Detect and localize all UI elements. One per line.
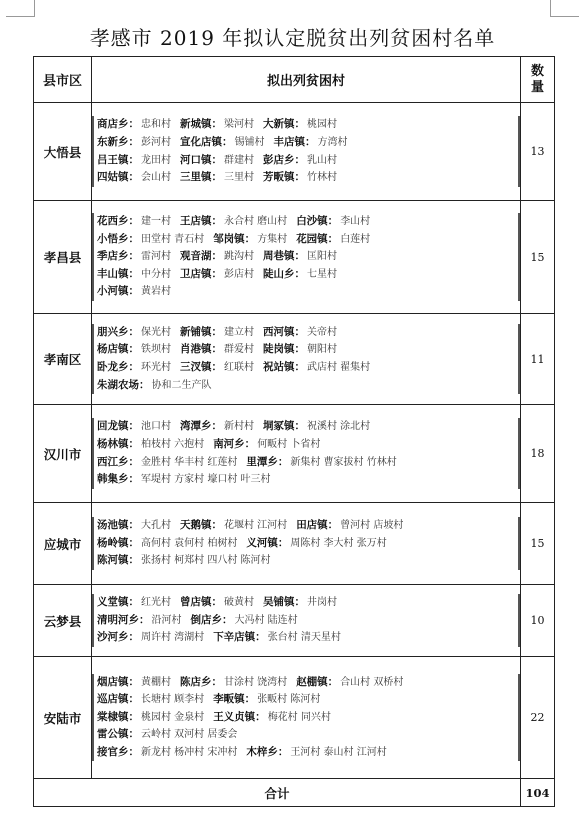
villages-cell <box>92 103 521 201</box>
township-name: 河口镇： <box>180 153 222 166</box>
village-list-table <box>33 56 555 807</box>
township-name: 陡山乡： <box>263 267 305 280</box>
township-group <box>180 154 254 166</box>
township-name: 杨店镇： <box>97 343 139 356</box>
township-name: 吴铺镇： <box>263 596 305 609</box>
village-names: 花堰村 江河村 <box>224 520 288 532</box>
township-name: 白沙镇： <box>296 215 339 228</box>
township-name: 王店镇： <box>180 215 222 228</box>
county-name: 云梦县 <box>34 585 92 657</box>
village-line <box>97 169 515 187</box>
village-names: 建一村 <box>141 216 171 228</box>
township-name: 朋兴乡： <box>97 325 139 338</box>
township-name: 下辛店镇： <box>213 631 266 644</box>
village-names: 金胜村 华丰村 红莲村 <box>141 456 238 468</box>
village-line <box>97 517 515 535</box>
township-group <box>296 215 370 227</box>
township-group <box>97 154 171 166</box>
township-name: 丰山镇： <box>97 267 139 280</box>
township-name: 彭店乡： <box>263 153 305 166</box>
village-names: 会山村 <box>141 172 171 184</box>
village-names: 张扬村 柯郑村 四八村 陈河村 <box>141 555 271 567</box>
township-group <box>97 420 171 432</box>
table-row <box>34 585 555 657</box>
township-group <box>97 631 204 643</box>
township-group <box>97 361 171 373</box>
header-county: 县市区 <box>34 57 92 103</box>
village-names: 长塘村 顾李村 <box>141 694 205 706</box>
villages-block <box>92 674 520 762</box>
township-group <box>213 693 320 705</box>
village-names: 忠和村 <box>141 119 171 131</box>
village-names: 桃园村 <box>307 119 337 131</box>
township-group <box>263 361 370 373</box>
county-name: 孝南区 <box>34 314 92 405</box>
township-name: 季店乡： <box>97 250 139 263</box>
village-line <box>97 535 515 553</box>
village-names: 环光村 <box>141 362 171 373</box>
township-group <box>97 596 171 608</box>
village-names: 张台村 清天星村 <box>267 632 341 644</box>
township-name: 韩集乡： <box>97 473 139 486</box>
village-names: 竹林村 <box>307 172 337 184</box>
header-count <box>521 57 555 103</box>
township-group <box>97 136 171 148</box>
township-group <box>97 379 212 391</box>
township-group <box>97 746 237 758</box>
village-names: 何畈村 卜省村 <box>257 438 321 450</box>
township-name: 西河镇： <box>263 325 305 338</box>
township-name: 小河镇： <box>97 285 139 298</box>
township-name: 商店乡： <box>97 118 139 131</box>
township-group <box>180 268 254 280</box>
township-group <box>97 438 204 450</box>
township-name: 巡店镇： <box>97 693 139 706</box>
township-name: 烟店镇： <box>97 675 139 688</box>
villages-cell <box>92 585 521 657</box>
township-name: 义堂镇： <box>97 596 139 609</box>
township-group <box>97 537 237 549</box>
township-name: 丰店镇： <box>273 135 316 148</box>
crop-mark-left <box>6 0 35 17</box>
township-group <box>263 343 337 355</box>
township-group <box>97 711 204 723</box>
township-group <box>180 250 254 262</box>
township-group <box>263 250 337 262</box>
village-names: 跳沟村 <box>224 251 254 263</box>
county-name: 大悟县 <box>34 103 92 201</box>
township-name: 南河乡： <box>213 437 256 450</box>
township-group <box>274 136 348 148</box>
township-group <box>213 233 287 245</box>
table-row <box>34 657 555 779</box>
total-row <box>34 779 555 807</box>
village-names: 七星村 <box>307 268 337 280</box>
village-line <box>97 377 515 395</box>
village-names: 池口村 <box>141 421 171 433</box>
township-group <box>180 343 254 355</box>
village-names: 永合村 磨山村 <box>224 216 288 228</box>
village-names: 曾河村 店坡村 <box>340 520 404 532</box>
township-name: 杨岭镇： <box>97 536 139 549</box>
township-group <box>180 420 254 432</box>
village-names: 中分村 <box>141 268 171 280</box>
township-name: 里潭乡： <box>246 455 289 468</box>
village-line <box>97 629 515 647</box>
township-name: 木梓乡： <box>246 745 289 758</box>
village-names: 梁河村 <box>224 119 254 131</box>
township-group <box>263 118 337 130</box>
township-name: 王义贞镇： <box>213 710 266 723</box>
village-names: 匡阳村 <box>307 251 337 263</box>
village-line <box>97 152 515 170</box>
village-names: 新集村 曹家拔村 竹林村 <box>290 456 397 468</box>
village-names: 新龙村 杨冲村 宋冲村 <box>141 746 238 758</box>
township-group <box>180 676 287 688</box>
township-group <box>97 676 171 688</box>
village-names: 黄岩村 <box>141 286 171 298</box>
table-row <box>34 405 555 503</box>
table-header-row <box>34 57 555 103</box>
township-name: 小悟乡： <box>97 232 139 245</box>
villages-block <box>92 116 520 186</box>
township-group <box>263 171 337 183</box>
township-group <box>97 233 204 245</box>
township-name: 义河镇： <box>246 536 289 549</box>
village-line <box>97 744 515 762</box>
village-count: 18 <box>521 405 555 503</box>
village-count: 11 <box>521 314 555 405</box>
township-group <box>263 154 337 166</box>
township-name: 新铺镇： <box>180 325 222 338</box>
township-name: 垌冢镇： <box>263 420 305 433</box>
township-group <box>97 614 182 626</box>
township-group <box>97 326 171 338</box>
township-name: 新城镇： <box>180 118 222 131</box>
village-names: 白莲村 <box>340 233 371 245</box>
township-name: 花西乡： <box>97 215 139 228</box>
township-group <box>97 343 171 355</box>
township-name: 湾潭乡： <box>180 420 222 433</box>
township-name: 田店镇： <box>296 519 339 532</box>
village-count: 10 <box>521 585 555 657</box>
village-names: 云岭村 双河村 居委会 <box>141 729 238 741</box>
village-names: 张畈村 陈河村 <box>257 694 321 706</box>
township-group <box>97 456 237 468</box>
county-name: 安陆市 <box>34 657 92 779</box>
township-name: 祝站镇： <box>263 361 305 373</box>
village-names: 周许村 湾湖村 <box>141 632 205 644</box>
table-row <box>34 314 555 405</box>
village-names: 群爱村 <box>224 344 254 356</box>
township-group <box>296 233 370 245</box>
village-line <box>97 231 515 249</box>
township-name: 棠棣镇： <box>97 710 139 723</box>
village-names: 乳山村 <box>307 154 337 166</box>
village-names: 铁坝村 <box>141 344 171 356</box>
township-group <box>263 326 337 338</box>
township-group <box>97 519 171 531</box>
township-name: 雷公镇： <box>97 728 139 741</box>
township-name: 回龙镇： <box>97 420 139 433</box>
village-names: 三里村 <box>224 172 254 184</box>
village-line <box>97 454 515 472</box>
township-name: 宣化店镇： <box>180 135 233 148</box>
township-group <box>213 438 320 450</box>
township-name: 吕王镇： <box>97 153 139 166</box>
total-value: 104 <box>521 779 555 807</box>
village-names: 军堤村 方家村 壕口村 叶三村 <box>141 474 271 486</box>
township-name: 四姑镇： <box>97 171 139 184</box>
villages-block <box>92 517 520 570</box>
township-name: 朱湖农场： <box>97 378 150 391</box>
village-line <box>97 116 515 134</box>
villages-cell <box>92 657 521 779</box>
village-line <box>97 594 515 612</box>
village-line <box>97 248 515 266</box>
township-name: 李畈镇： <box>213 693 256 706</box>
villages-cell <box>92 314 521 405</box>
village-line <box>97 612 515 630</box>
township-group <box>213 711 331 723</box>
village-names: 大冯村 陆连村 <box>234 614 298 626</box>
township-group <box>263 596 337 608</box>
table-row <box>34 201 555 314</box>
village-line <box>97 709 515 727</box>
village-names: 锡铺村 <box>234 136 265 148</box>
village-names: 梅花村 同兴村 <box>267 711 331 723</box>
township-group <box>246 456 396 468</box>
township-name: 邹岗镇： <box>213 232 256 245</box>
township-name: 东新乡： <box>97 135 139 148</box>
village-line <box>97 359 515 377</box>
header-count-label: 数量 <box>530 63 544 95</box>
village-line <box>97 726 515 744</box>
township-name: 赵棚镇： <box>296 675 339 688</box>
township-group <box>246 746 386 758</box>
village-count: 22 <box>521 657 555 779</box>
township-group <box>97 268 171 280</box>
village-names: 李山村 <box>340 216 371 228</box>
village-names: 甘涂村 饶湾村 <box>224 676 288 688</box>
township-name: 芳畈镇： <box>263 171 305 184</box>
county-name: 应城市 <box>34 503 92 585</box>
township-group <box>191 614 298 626</box>
township-group <box>97 118 171 130</box>
township-name: 清明河乡： <box>97 613 150 626</box>
total-label: 合计 <box>34 779 521 807</box>
township-name: 卫店镇： <box>180 267 222 280</box>
header-villages: 拟出列贫困村 <box>92 57 521 103</box>
village-names: 方湾村 <box>317 136 348 148</box>
village-names: 协和二生产队 <box>151 379 212 391</box>
village-names: 高何村 袁何村 柏树村 <box>141 537 238 549</box>
villages-block <box>92 594 520 647</box>
township-name: 三汊镇： <box>180 361 222 373</box>
village-line <box>97 436 515 454</box>
township-group <box>97 215 171 227</box>
township-group <box>97 473 271 485</box>
village-names: 新村村 <box>224 421 254 433</box>
village-names: 关帝村 <box>307 326 337 338</box>
township-name: 西江乡： <box>97 455 139 468</box>
village-line <box>97 674 515 692</box>
villages-cell <box>92 405 521 503</box>
village-line <box>97 266 515 284</box>
township-group <box>180 215 287 227</box>
township-group <box>97 250 171 262</box>
village-names: 祝溪村 涂北村 <box>307 421 371 433</box>
township-name: 观音湖： <box>180 250 222 263</box>
township-name: 三里镇： <box>180 171 222 184</box>
village-names: 建立村 <box>224 326 254 338</box>
village-names: 红光村 <box>141 597 171 609</box>
county-name: 汉川市 <box>34 405 92 503</box>
township-group <box>180 361 254 373</box>
table-row <box>34 503 555 585</box>
township-name: 杨林镇： <box>97 437 139 450</box>
village-line <box>97 691 515 709</box>
township-name: 曾店镇： <box>180 596 222 609</box>
township-group <box>180 171 254 183</box>
village-names: 桃园村 金泉村 <box>141 711 205 723</box>
village-names: 方集村 <box>257 233 288 245</box>
township-group <box>213 631 341 643</box>
township-group <box>263 268 337 280</box>
village-count: 15 <box>521 503 555 585</box>
village-line <box>97 134 515 152</box>
village-names: 雷河村 <box>141 251 171 263</box>
villages-cell <box>92 503 521 585</box>
village-count: 13 <box>521 103 555 201</box>
village-line <box>97 213 515 231</box>
township-name: 卧龙乡： <box>97 361 139 373</box>
villages-block <box>92 418 520 488</box>
township-name: 花园镇： <box>296 232 339 245</box>
village-names: 群建村 <box>224 154 254 166</box>
village-names: 红联村 <box>224 362 254 373</box>
village-names: 井岗村 <box>307 597 337 609</box>
township-name: 汤池镇： <box>97 519 139 532</box>
village-line <box>97 552 515 570</box>
village-line <box>97 324 515 342</box>
village-names: 周陈村 李大村 张万村 <box>290 537 387 549</box>
village-names: 破黄村 <box>224 597 254 609</box>
township-name: 陈店乡： <box>180 675 222 688</box>
township-group <box>97 285 171 297</box>
village-names: 柏枝村 六抱村 <box>141 438 205 450</box>
township-group <box>97 171 171 183</box>
village-names: 沿河村 <box>151 614 182 626</box>
table-row <box>34 103 555 201</box>
township-name: 天鹅镇： <box>180 519 222 532</box>
village-line <box>97 341 515 359</box>
village-names: 彭店村 <box>224 268 254 280</box>
villages-block <box>92 324 520 394</box>
village-names: 王河村 泰山村 江河村 <box>290 746 387 758</box>
township-group <box>97 693 204 705</box>
township-group <box>180 519 287 531</box>
township-name: 沙河乡： <box>97 631 139 644</box>
village-names: 龙田村 <box>141 154 171 166</box>
township-name: 周巷镇： <box>263 250 305 263</box>
villages-cell <box>92 201 521 314</box>
township-group <box>180 136 265 148</box>
village-names: 保光村 <box>141 326 171 338</box>
township-name: 大新镇： <box>263 118 305 131</box>
township-name: 陈河镇： <box>97 554 139 567</box>
village-count: 15 <box>521 201 555 314</box>
township-group <box>97 728 237 740</box>
document-title: 孝感市 2019 年拟认定脱贫出列贫困村名单 <box>89 26 496 50</box>
township-name: 接官乡： <box>97 745 139 758</box>
township-group <box>97 554 271 566</box>
village-names: 大孔村 <box>141 520 171 532</box>
township-group <box>180 596 254 608</box>
crop-mark-right <box>550 0 579 17</box>
township-name: 陡岗镇： <box>263 343 305 356</box>
village-names: 武店村 翟集村 <box>307 362 371 373</box>
villages-block <box>92 213 520 301</box>
county-name: 孝昌县 <box>34 201 92 314</box>
township-group <box>263 420 370 432</box>
township-name: 倒店乡： <box>190 613 233 626</box>
village-names: 朝阳村 <box>307 344 337 356</box>
village-names: 田堂村 青石村 <box>141 233 205 245</box>
township-name: 肖港镇： <box>180 343 222 356</box>
township-group <box>296 519 403 531</box>
township-group <box>180 118 254 130</box>
village-line <box>97 418 515 436</box>
village-names: 合山村 双桥村 <box>340 676 404 688</box>
village-names: 黄棚村 <box>141 676 171 688</box>
township-group <box>180 326 254 338</box>
village-line <box>97 471 515 489</box>
township-group <box>246 537 386 549</box>
village-names: 彭河村 <box>141 136 171 148</box>
township-group <box>296 676 403 688</box>
village-line <box>97 283 515 301</box>
